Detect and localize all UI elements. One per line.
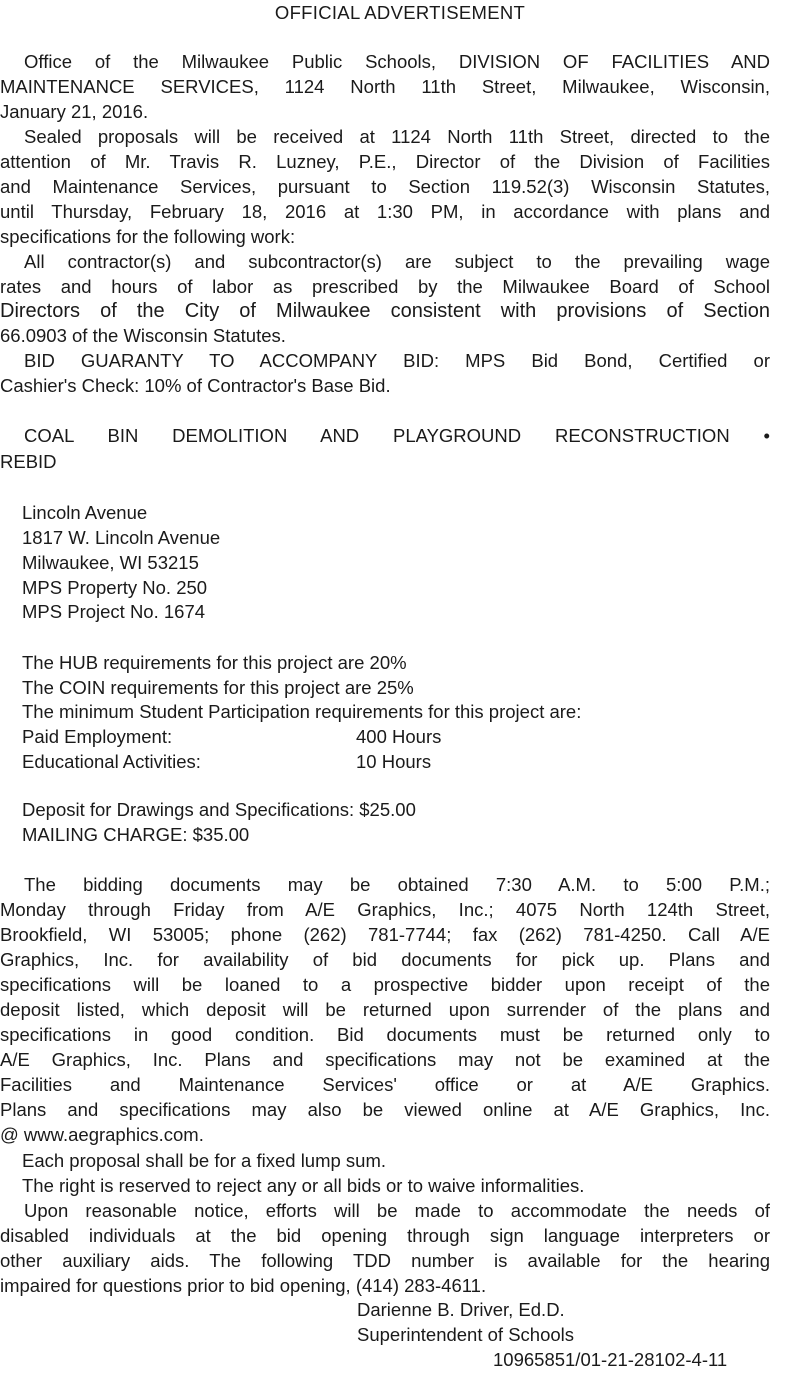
bidding-line: Graphics, Inc. for availability of bid documents for pick up. Plans and (0, 949, 770, 970)
wage-line: All contractor(s) and subcontractor(s) are subject to the prevailing wage (24, 251, 770, 272)
bid-guaranty-line: Cashier's Check: 10% of Contractor's Base Bid. (0, 375, 391, 396)
requirement-label: Paid Employment: (22, 726, 173, 747)
proposals-line: specifications for the following work: (0, 226, 296, 247)
requirement-value: 400 Hours (356, 726, 442, 747)
intro-line: Office of the Milwaukee Public Schools, DIVISION OF FACILITIES AND (24, 51, 770, 72)
bidding-line: Facilities and Maintenance Services' office or at A/E Graphics. (0, 1074, 770, 1095)
site-property-number: MPS Property No. 250 (22, 577, 208, 598)
proposals-line: attention of Mr. Travis R. Luzney, P.E., Director of the Division of Facilities (0, 151, 770, 172)
project-title-line: COAL BIN DEMOLITION AND PLAYGROUND RECONSTRUCTION • (24, 425, 770, 446)
requirement-row (22, 749, 792, 774)
bidding-line: Monday through Friday from A/E Graphics, Inc.; 4075 North 124th Street, (0, 899, 770, 920)
accommodation-line: impaired for questions prior to bid opening, (414) 283-4611. (0, 1275, 487, 1296)
proposals-line: and Maintenance Services, pursuant to Section 119.52(3) Wisconsin Statutes, (0, 176, 770, 197)
deposit-fee: Deposit for Drawings and Specifications: $25.00 (22, 799, 416, 820)
bidding-line: Plans and specifications may also be viewed online at A/E Graphics, Inc. (0, 1099, 770, 1120)
requirement-label: Educational Activities: (22, 751, 201, 772)
bidding-line: specifications will be loaned to a prospective bidder upon receipt of the (0, 974, 770, 995)
bidding-line: specifications in good condition. Bid documents must be returned only to (0, 1024, 770, 1045)
site-city: Milwaukee, WI 53215 (22, 552, 199, 573)
bidding-line: deposit listed, which deposit will be returned upon surrender of the plans and (0, 999, 770, 1020)
accommodation-line: disabled individuals at the bid opening through sign language interpreters or (0, 1225, 770, 1246)
bidding-line: The bidding documents may be obtained 7:30 A.M. to 5:00 P.M.; (24, 874, 770, 895)
reserve-line: The right is reserved to reject any or all bids or to waive informalities. (22, 1175, 585, 1196)
site-name: Lincoln Avenue (22, 502, 148, 523)
site-address: 1817 W. Lincoln Avenue (22, 527, 221, 548)
requirement-row (22, 724, 792, 749)
wage-line: Directors of the City of Milwaukee consistent with provisions of Section (0, 300, 770, 322)
intro-line: MAINTENANCE SERVICES, 1124 North 11th Street, Milwaukee, Wisconsin, (0, 76, 770, 97)
advertisement-title: OFFICIAL ADVERTISEMENT (274, 2, 526, 23)
site-project-number: MPS Project No. 1674 (22, 601, 206, 622)
lump-sum-line: Each proposal shall be for a fixed lump sum. (22, 1150, 387, 1171)
signature-name: Darienne B. Driver, Ed.D. (357, 1299, 565, 1320)
mailing-charge: MAILING CHARGE: $35.00 (22, 824, 250, 845)
reference-number: 10965851/01-21-28102-4-11 (493, 1349, 728, 1370)
coin-requirement: The COIN requirements for this project are 25% (22, 677, 414, 698)
student-requirement: The minimum Student Participation requirements for this project are: (22, 701, 582, 722)
bid-guaranty-line: BID GUARANTY TO ACCOMPANY BID: MPS Bid Bond, Certified or (24, 350, 770, 371)
signature-title: Superintendent of Schools (357, 1324, 575, 1345)
wage-line: rates and hours of labor as prescribed by the Milwaukee Board of School (0, 276, 770, 297)
project-title-line: REBID (0, 451, 57, 472)
requirement-value: 10 Hours (356, 751, 432, 772)
wage-line: 66.0903 of the Wisconsin Statutes. (0, 325, 286, 346)
bidding-line: A/E Graphics, Inc. Plans and specifications may not be examined at the (0, 1049, 770, 1070)
hub-requirement: The HUB requirements for this project are 20% (22, 652, 407, 673)
proposals-line: until Thursday, February 18, 2016 at 1:30 PM, in accordance with plans and (0, 201, 770, 222)
bidding-line: @ www.aegraphics.com. (0, 1124, 204, 1145)
proposals-line: Sealed proposals will be received at 1124 North 11th Street, directed to the (24, 126, 770, 147)
accommodation-line: other auxiliary aids. The following TDD number is available for the hearing (0, 1250, 770, 1271)
accommodation-line: Upon reasonable notice, efforts will be made to accommodate the needs of (24, 1200, 770, 1221)
bidding-line: Brookfield, WI 53005; phone (262) 781-7744; fax (262) 781-4250. Call A/E (0, 924, 770, 945)
intro-line: January 21, 2016. (0, 101, 149, 122)
